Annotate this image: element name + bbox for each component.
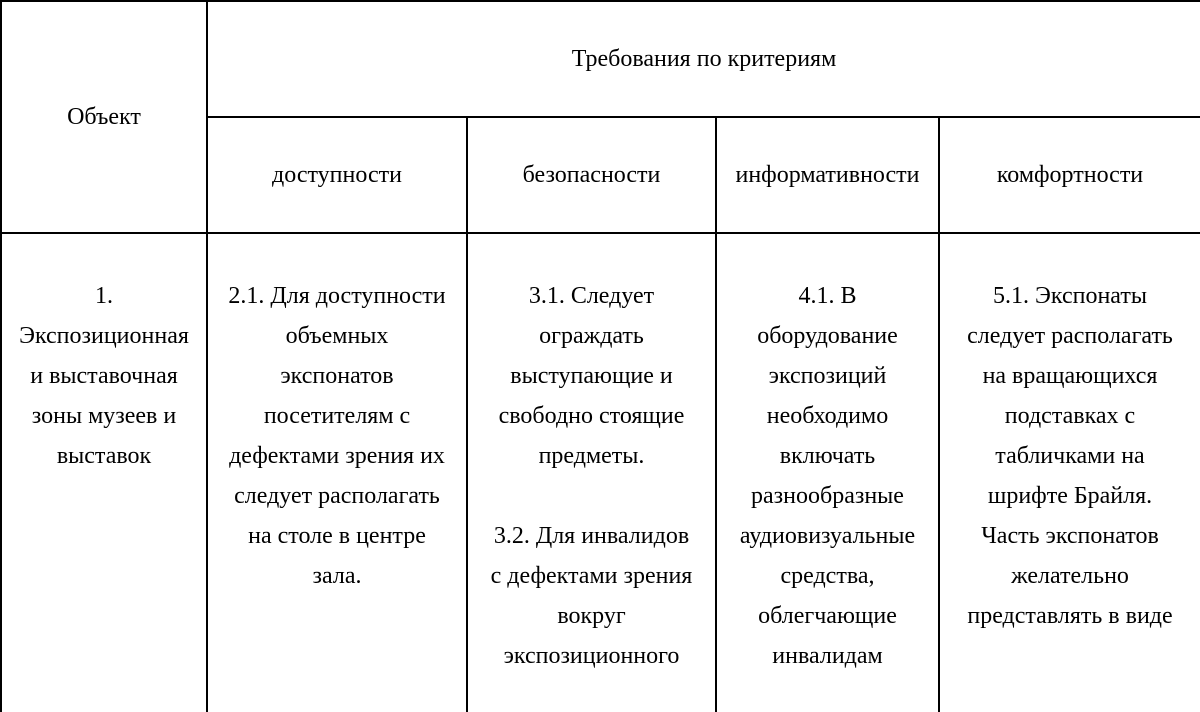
row-comfort-cell: 5.1. Экспонаты следует располагать на вращающихся подставках с табличками на шрифте Брайля. Часть экспонатов желательно представлять в виде	[967, 283, 1173, 629]
row-safety-cell: 3.1. Следует ограждать выступающие и свободно стоящие предметы. 3.2. Для инвалидов с дефектами зрения вокруг экспозиционного	[490, 283, 693, 669]
row-object-cell: 1. Экспозиционная и выставочная зоны музеев и выставок	[19, 283, 189, 469]
criteria-header-informativeness: информативности	[735, 162, 920, 188]
criteria-header-comfort: комфортности	[996, 162, 1144, 188]
requirements-header: Требования по критериям	[571, 46, 837, 72]
row-informativeness-cell: 4.1. В оборудование экспозиций необходимо включать разнообразные аудиовизуальные средства, облегчающие инвалидам	[739, 283, 916, 669]
object-header: Объект	[67, 104, 141, 130]
table-divider-header	[0, 232, 1200, 234]
row-accessibility-cell: 2.1. Для доступности объемных экспонатов посетителям с дефектами зрения их следует располагать на столе в центре зала.	[228, 283, 446, 589]
criteria-header-safety: безопасности	[522, 162, 661, 188]
criteria-header-accessibility: доступности	[272, 162, 402, 188]
